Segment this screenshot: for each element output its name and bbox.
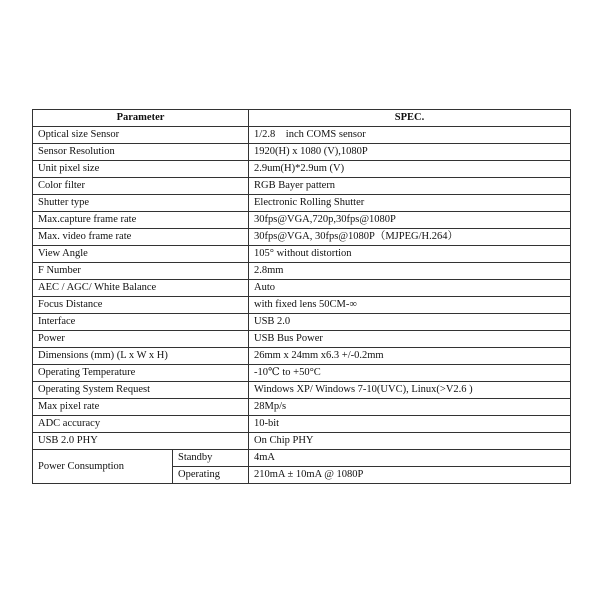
parameter-cell: Color filter bbox=[33, 178, 249, 195]
parameter-cell: USB 2.0 PHY bbox=[33, 433, 249, 450]
parameter-cell: Interface bbox=[33, 314, 249, 331]
parameter-cell: Operating Temperature bbox=[33, 365, 249, 382]
spec-cell: Electronic Rolling Shutter bbox=[249, 195, 571, 212]
spec-cell: RGB Bayer pattern bbox=[249, 178, 571, 195]
table-row bbox=[33, 195, 571, 212]
spec-cell: 1920(H) x 1080 (V),1080P bbox=[249, 144, 571, 161]
parameter-cell: Operating System Request bbox=[33, 382, 249, 399]
parameter-cell: Max.capture frame rate bbox=[33, 212, 249, 229]
parameter-cell: F Number bbox=[33, 263, 249, 280]
parameter-cell: Max. video frame rate bbox=[33, 229, 249, 246]
spec-cell: with fixed lens 50CM-∞ bbox=[249, 297, 571, 314]
spec-cell: 30fps@VGA, 30fps@1080P（MJPEG/H.264） bbox=[249, 229, 571, 246]
spec-table bbox=[32, 109, 571, 484]
parameter-cell: AEC / AGC/ White Balance bbox=[33, 280, 249, 297]
table-row bbox=[33, 229, 571, 246]
table-row bbox=[33, 178, 571, 195]
spec-cell: USB Bus Power bbox=[249, 331, 571, 348]
table-row bbox=[33, 144, 571, 161]
spec-cell: 30fps@VGA,720p,30fps@1080P bbox=[249, 212, 571, 229]
spec-cell: Auto bbox=[249, 280, 571, 297]
parameter-cell: Dimensions (mm) (L x W x H) bbox=[33, 348, 249, 365]
table-row bbox=[33, 382, 571, 399]
table-row bbox=[33, 297, 571, 314]
parameter-cell: Optical size Sensor bbox=[33, 127, 249, 144]
table-row bbox=[33, 399, 571, 416]
table-row bbox=[33, 212, 571, 229]
spec-cell: USB 2.0 bbox=[249, 314, 571, 331]
table-row bbox=[33, 433, 571, 450]
table-row bbox=[33, 246, 571, 263]
table-row bbox=[33, 263, 571, 280]
table-row bbox=[33, 331, 571, 348]
power-consumption-label: Power Consumption bbox=[33, 450, 173, 484]
spec-cell: 2.8mm bbox=[249, 263, 571, 280]
parameter-cell: Max pixel rate bbox=[33, 399, 249, 416]
operating-value: 210mA ± 10mA @ 1080P bbox=[249, 467, 571, 484]
spec-cell: 2.9um(H)*2.9um (V) bbox=[249, 161, 571, 178]
parameter-cell: ADC accuracy bbox=[33, 416, 249, 433]
table-row bbox=[33, 280, 571, 297]
operating-label: Operating bbox=[173, 467, 249, 484]
table-row bbox=[33, 365, 571, 382]
spec-cell: 26mm x 24mm x6.3 +/-0.2mm bbox=[249, 348, 571, 365]
spec-table-body bbox=[33, 127, 571, 484]
parameter-cell: Shutter type bbox=[33, 195, 249, 212]
spec-cell: 1/2.8 inch COMS sensor bbox=[249, 127, 571, 144]
parameter-cell: Unit pixel size bbox=[33, 161, 249, 178]
table-row bbox=[33, 314, 571, 331]
table-row bbox=[33, 127, 571, 144]
spec-cell: 10-bit bbox=[249, 416, 571, 433]
standby-value: 4mA bbox=[249, 450, 571, 467]
power-standby-row bbox=[33, 450, 571, 467]
spec-cell: -10℃ to +50°C bbox=[249, 365, 571, 382]
table-row bbox=[33, 161, 571, 178]
table-header-row bbox=[33, 110, 571, 127]
parameter-cell: View Angle bbox=[33, 246, 249, 263]
spec-cell: 105° without distortion bbox=[249, 246, 571, 263]
table-row bbox=[33, 348, 571, 365]
parameter-cell: Sensor Resolution bbox=[33, 144, 249, 161]
header-spec: SPEC. bbox=[249, 110, 571, 127]
header-parameter: Parameter bbox=[33, 110, 249, 127]
parameter-cell: Focus Distance bbox=[33, 297, 249, 314]
spec-cell: 28Mp/s bbox=[249, 399, 571, 416]
standby-label: Standby bbox=[173, 450, 249, 467]
spec-cell: On Chip PHY bbox=[249, 433, 571, 450]
table-row bbox=[33, 416, 571, 433]
spec-cell: Windows XP/ Windows 7-10(UVC), Linux(>V2.6 ) bbox=[249, 382, 571, 399]
parameter-cell: Power bbox=[33, 331, 249, 348]
